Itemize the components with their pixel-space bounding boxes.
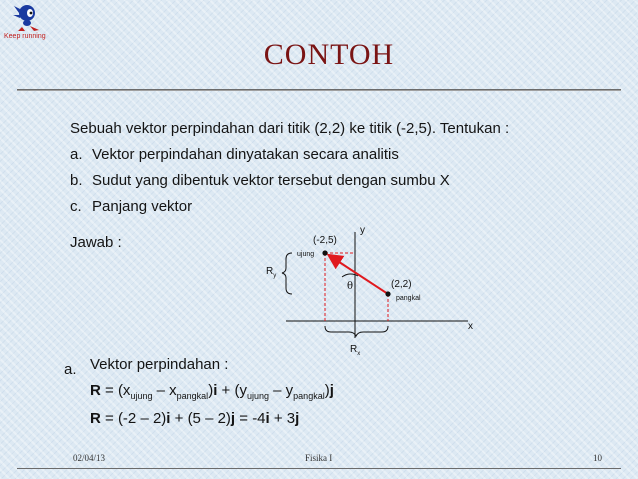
y-axis-label: y [360,225,365,236]
ry-brace [282,253,292,294]
theta-arc [342,274,358,277]
problem-item-b-text: Sudut yang dibentuk vektor tersebut dengan sumbu X [92,172,450,189]
displacement-vector [330,256,388,294]
start-point-label: pangkal [396,295,421,302]
theta-label: θ [347,281,354,292]
ry-label: $R_y$ [266,266,277,279]
end-point-dot [322,250,327,255]
problem-intro: Sebuah vektor perpindahan dari titik (2,2) ke titik (-2,5). Tentukan : [70,120,510,137]
rx-brace [325,326,388,336]
start-point-coords: (2,2) [391,279,412,290]
problem-item-a-text: Vektor perpindahan dinyatakan secara analitis [92,146,399,163]
problem-item-a-label: a. [70,146,83,163]
end-point-coords: (-2,5) [313,235,337,246]
logo-text: Keep running [4,33,46,40]
start-point-dot [385,291,390,296]
jawab-label: Jawab : [70,234,122,251]
footer-page-number: 10 [593,453,602,463]
problem-item-c-text: Panjang vektor [92,198,193,215]
answer-result: R = (-2 – 2)i + (5 – 2)j = -4i + 3j [90,410,300,427]
footer-date: 02/04/13 [73,453,106,463]
slide-title: CONTOH [263,38,395,71]
footer-divider [17,468,621,469]
footer-course: Fisika I [305,453,333,463]
answer-heading: Vektor perpindahan : [90,356,229,373]
x-axis-label: x [468,321,473,332]
problem-item-b-label: b. [70,172,83,189]
rx-label: $R_x$ [350,344,361,357]
answer-marker: a. [64,361,77,378]
end-point-label: ujung [297,251,315,258]
problem-item-c-label: c. [70,198,82,215]
answer-formula: $R = (x_{ujung} - x_{pangkal})i + (y_{ujung} - y_{pangkal})j$ [90,382,334,401]
